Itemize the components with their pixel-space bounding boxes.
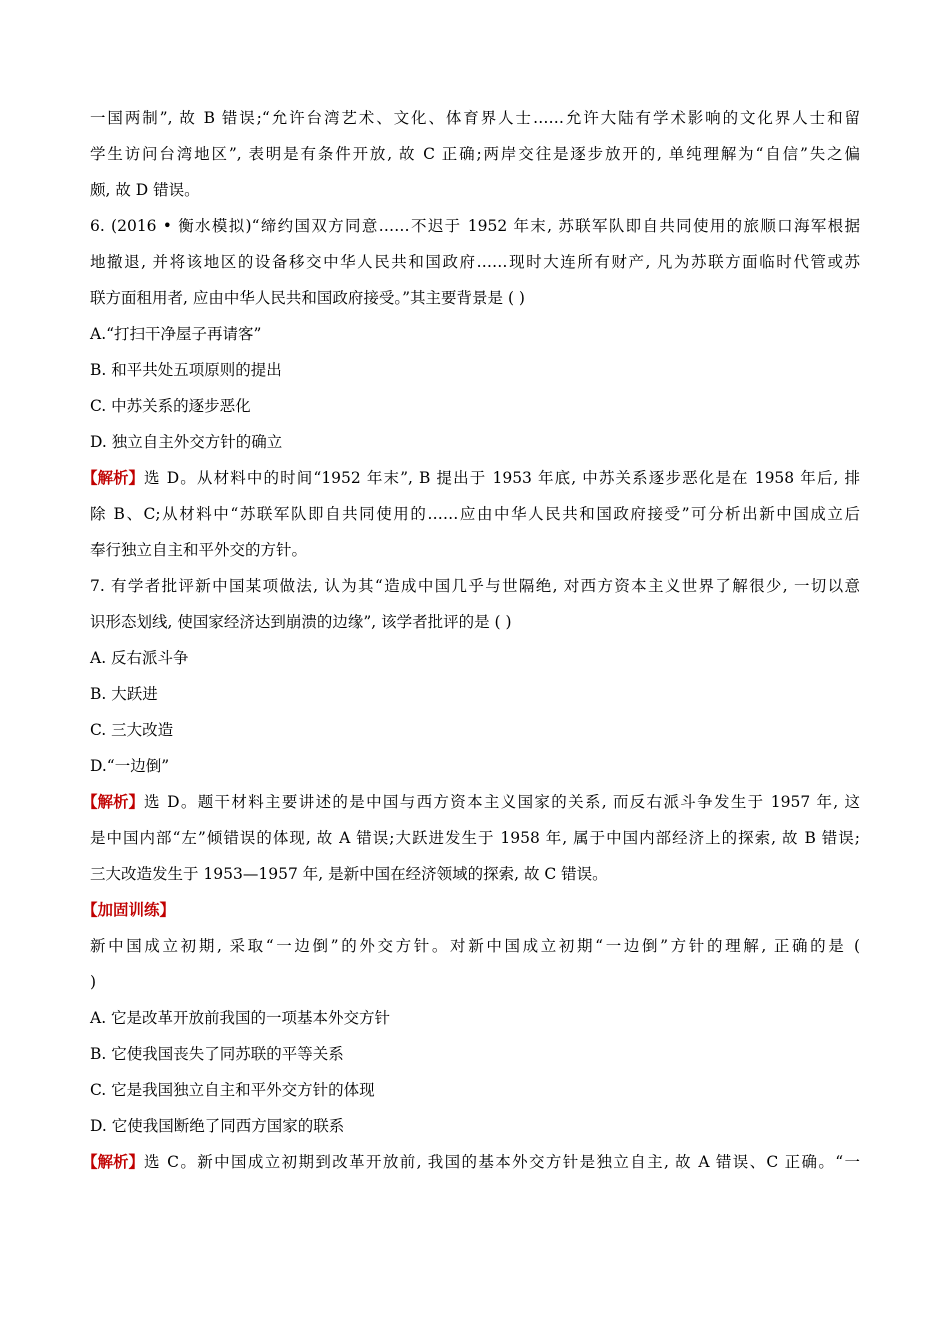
question-6-stem: 6. (2016 • 衡水模拟)“缔约国双方同意……不迟于 1952 年末, 苏联军队即自共同使用的旅顺口海军根据 (90, 217, 860, 235)
question-8-option-b: B. 它使我国丧失了同苏联的平等关系 (90, 1045, 344, 1063)
answer-8-line-1 (82, 1152, 860, 1172)
question-6-option-a: A.“打扫干净屋子再请客” (90, 325, 262, 343)
answer-7-text: 三大改造发生于 1953—1957 年, 是新中国在经济领域的探索, 故 C 错误。 (90, 865, 608, 883)
answer-7-line-1 (82, 792, 860, 812)
question-6-option-d: D. 独立自主外交方针的确立 (90, 433, 283, 451)
question-8-option-a: A. 它是改革开放前我国的一项基本外交方针 (90, 1009, 391, 1027)
question-6-option-b: B. 和平共处五项原则的提出 (90, 361, 282, 379)
answer-7-text: 选 D。题干材料主要讲述的是中国与西方资本主义国家的关系, 而反右派斗争发生于 1957 年, 这 (144, 793, 860, 811)
analysis-tag: 【解析】 (82, 1152, 145, 1171)
answer-6-text: 选 D。从材料中的时间“1952 年末”, B 提出于 1953 年底, 中苏关系逐步恶化是在 1958 年后, 排 (144, 469, 860, 487)
answer-8-text: 选 C。新中国成立初期到改革开放前, 我国的基本外交方针是独立自主, 故 A 错误、C 正确。“一 (144, 1153, 860, 1171)
question-7-option-b: B. 大跃进 (90, 685, 158, 703)
answer-6-text: 除 B、C;从材料中“苏联军队即自共同使用的……应由中华人民共和国政府接受”可分析出新中国成立后 (90, 505, 860, 523)
question-8-option-d: D. 它使我国断绝了同西方国家的联系 (90, 1117, 345, 1135)
answer-6-line-1 (82, 468, 860, 488)
answer-7-text: 是中国内部“左”倾错误的体现, 故 A 错误;大跃进发生于 1958 年, 属于中国内部经济上的探索, 故 B 错误; (90, 829, 860, 847)
reinforcement-tag: 【加固训练】 (82, 900, 176, 919)
text-line: 学生访问台湾地区”, 表明是有条件开放, 故 C 正确;两岸交往是逐步放开的, 单纯理解为“自信”失之偏 (90, 145, 860, 163)
analysis-tag: 【解析】 (82, 468, 145, 487)
answer-6-text: 奉行独立自主和平外交的方针。 (90, 541, 308, 559)
question-7-stem: 识形态划线, 使国家经济达到崩溃的边缘”, 该学者批评的是 ( ) (90, 613, 512, 631)
question-7-option-d: D.“一边倒” (90, 757, 170, 775)
question-6-stem: 联方面租用者, 应由中华人民共和国政府接受。”其主要背景是 ( ) (90, 289, 525, 307)
question-8-stem: ) (90, 973, 97, 991)
question-6-stem: 地撤退, 并将该地区的设备移交中华人民共和国政府……现时大连所有财产, 凡为苏联方面临时代管或苏 (90, 253, 860, 271)
question-8-option-c: C. 它是我国独立自主和平外交方针的体现 (90, 1081, 375, 1099)
text-line: 一国两制”, 故 B 错误;“允许台湾艺术、文化、体育界人士……允许大陆有学术影响的文化界人士和留 (90, 109, 860, 127)
text-line: 颇, 故 D 错误。 (90, 181, 200, 199)
analysis-tag: 【解析】 (82, 792, 145, 811)
question-7-option-a: A. 反右派斗争 (90, 649, 189, 667)
question-8-stem: 新中国成立初期, 采取“一边倒”的外交方针。对新中国成立初期“一边倒”方针的理解, 正确的是 ( (90, 937, 860, 955)
question-7-option-c: C. 三大改造 (90, 721, 174, 739)
question-7-stem: 7. 有学者批评新中国某项做法, 认为其“造成中国几乎与世隔绝, 对西方资本主义世界了解很少, 一切以意 (90, 577, 860, 595)
question-6-option-c: C. 中苏关系的逐步恶化 (90, 397, 251, 415)
